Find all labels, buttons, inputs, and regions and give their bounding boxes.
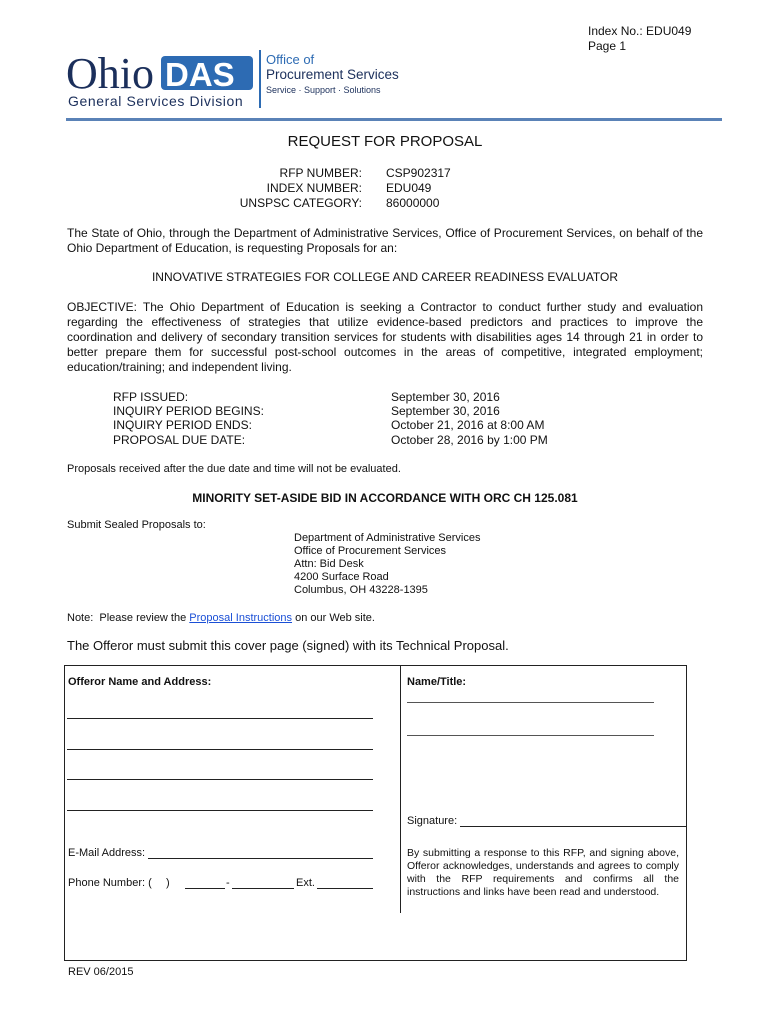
- phone-dash: -: [226, 877, 230, 889]
- logo-office-line1: Office of: [266, 52, 315, 67]
- intro-paragraph: The State of Ohio, through the Department of Administrative Services, Office of Procurement Services, on behalf of the Ohio Department of Education, is requesting Proposals for an:: [67, 226, 703, 255]
- logo-das: DAS: [165, 56, 235, 93]
- name-title-line-1[interactable]: [407, 702, 654, 703]
- name-title-label: Name/Title:: [407, 676, 467, 688]
- late-notice: Proposals received after the due date and time will not be evaluated.: [67, 463, 401, 475]
- inquiry-begins-value: September 30, 2016: [391, 404, 500, 418]
- offeror-form-table: [64, 665, 687, 961]
- offeror-name-label: Offeror Name and Address:: [68, 676, 212, 688]
- ext-label: Ext.: [296, 877, 315, 889]
- rfp-number-label: RFP NUMBER:: [279, 166, 362, 180]
- form-column-divider: [400, 665, 401, 913]
- due-date-value: October 28, 2016 by 1:00 PM: [391, 433, 548, 447]
- header-rule: [66, 118, 722, 121]
- offeror-address-line-1[interactable]: [67, 718, 373, 719]
- email-line[interactable]: [148, 858, 373, 859]
- proposal-instructions-link[interactable]: Proposal Instructions: [189, 612, 293, 624]
- project-title: INNOVATIVE STRATEGIES FOR COLLEGE AND CAREER READINESS EVALUATOR: [151, 270, 619, 284]
- unspsc-row: [0, 196, 770, 211]
- rfp-issued-label: RFP ISSUED:: [113, 390, 189, 404]
- rfp-issued-value: September 30, 2016: [391, 390, 500, 404]
- offeror-address-line-2[interactable]: [67, 749, 373, 750]
- name-title-line-2[interactable]: [407, 735, 654, 736]
- inquiry-ends-label: INQUIRY PERIOD ENDS:: [113, 418, 252, 432]
- offeror-address-line-3[interactable]: [67, 779, 373, 780]
- due-date-label: PROPOSAL DUE DATE:: [113, 433, 246, 447]
- inquiry-begins-label: INQUIRY PERIOD BEGINS:: [113, 404, 264, 418]
- logo-graphic: [66, 48, 416, 112]
- minority-notice: MINORITY SET-ASIDE BID IN ACCORDANCE WITH ORC CH 125.081: [192, 491, 578, 505]
- index-number: Index No.: EDU049: [588, 24, 692, 38]
- inquiry-ends-value: October 21, 2016 at 8:00 AM: [391, 418, 545, 432]
- page-title: REQUEST FOR PROPOSAL: [287, 133, 483, 150]
- address-line: Columbus, OH 43228-1395: [294, 584, 428, 596]
- signature-line[interactable]: [460, 826, 687, 827]
- cover-page-notice: The Offeror must submit this cover page (signed) with its Technical Proposal.: [67, 638, 509, 653]
- note-prefix: Note: Please review the: [67, 612, 190, 624]
- logo-ohio: Ohio: [66, 49, 154, 98]
- offeror-address-line-4[interactable]: [67, 810, 373, 811]
- index-number-row: [0, 181, 770, 196]
- logo-division: General Services Division: [68, 93, 244, 109]
- objective-paragraph: OBJECTIVE: The Ohio Department of Education is seeking a Contractor to conduct further study and evaluation regarding the effectiveness of strategies that utilize evidence-based predictors and practices to improve the coordination and delivery of secondary transition services for students with disabilities ages 14 through 21 in order to better prepare them for successful post-school outcomes in the areas of competitive, integrated employment; education/training; and independent living.: [67, 300, 703, 374]
- index-block: [588, 24, 691, 54]
- phone-label: Phone Number: (: [68, 877, 152, 889]
- address-line: 4200 Surface Road: [294, 571, 389, 583]
- page-number: Page 1: [588, 39, 627, 53]
- logo-divider: [259, 50, 261, 108]
- rfp-number-row: [0, 166, 770, 181]
- ext-line[interactable]: [317, 888, 373, 889]
- phone-prefix-line[interactable]: [185, 888, 225, 889]
- note-suffix: on our Web site.: [292, 612, 375, 624]
- instructions-note: [67, 612, 375, 625]
- revision-footer: REV 06/2015: [68, 966, 134, 978]
- unspsc-value: 86000000: [386, 196, 440, 210]
- submit-to-label: Submit Sealed Proposals to:: [67, 519, 206, 531]
- mailing-address: [294, 532, 480, 597]
- index-number-value: EDU049: [386, 181, 432, 195]
- phone-paren: ): [166, 877, 170, 889]
- address-line: Attn: Bid Desk: [294, 558, 364, 570]
- phone-number-line[interactable]: [232, 888, 294, 889]
- index-number-label: INDEX NUMBER:: [266, 181, 362, 195]
- logo-tagline: Service · Support · Solutions: [266, 85, 381, 95]
- ohio-das-logo: [66, 48, 416, 117]
- rfp-number-value: CSP902317: [386, 166, 451, 180]
- address-line: Department of Administrative Services: [294, 532, 481, 544]
- logo-office-line2: Procurement Services: [266, 67, 399, 82]
- signature-label: Signature:: [407, 815, 458, 827]
- email-label: E-Mail Address:: [68, 847, 146, 859]
- address-line: Office of Procurement Services: [294, 545, 447, 557]
- agreement-text: By submitting a response to this RFP, and signing above, Offeror acknowledges, understands and agrees to comply with the RFP requirements and confirms all the instructions and links have been read and understood.: [407, 847, 679, 898]
- unspsc-label: UNSPSC CATEGORY:: [239, 196, 362, 210]
